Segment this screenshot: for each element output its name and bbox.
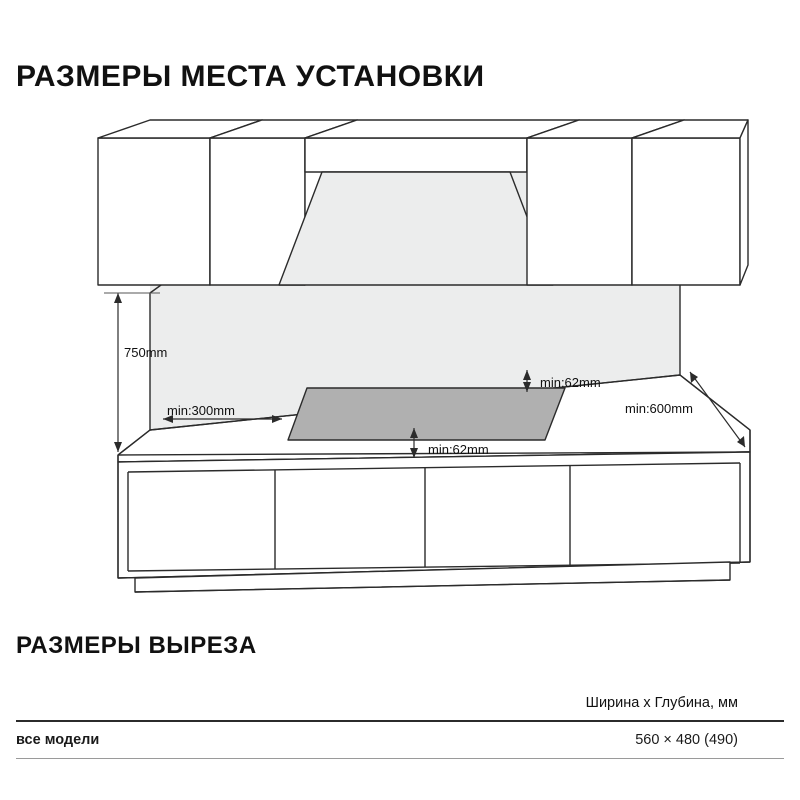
table-header-row (16, 686, 784, 720)
table-header-size: Ширина x Глубина, мм (585, 695, 738, 711)
table-cell-model: все модели (16, 732, 100, 748)
table-cell-size: 560 × 480 (490) (635, 732, 738, 748)
table-rule-bottom (16, 758, 784, 759)
page-title-installation: РАЗМЕРЫ МЕСТА УСТАНОВКИ (16, 60, 485, 93)
label-height-750: 750mm (124, 345, 168, 360)
cutout-dimensions-table (16, 686, 784, 759)
label-rear-clearance: min:62mm (540, 375, 601, 390)
table-row (16, 722, 784, 758)
label-front-clearance: min:62mm (428, 442, 489, 457)
label-right-clearance: min:600mm (625, 401, 693, 416)
page-title-cutout: РАЗМЕРЫ ВЫРЕЗА (16, 632, 257, 659)
label-left-clearance: min:300mm (167, 403, 235, 418)
